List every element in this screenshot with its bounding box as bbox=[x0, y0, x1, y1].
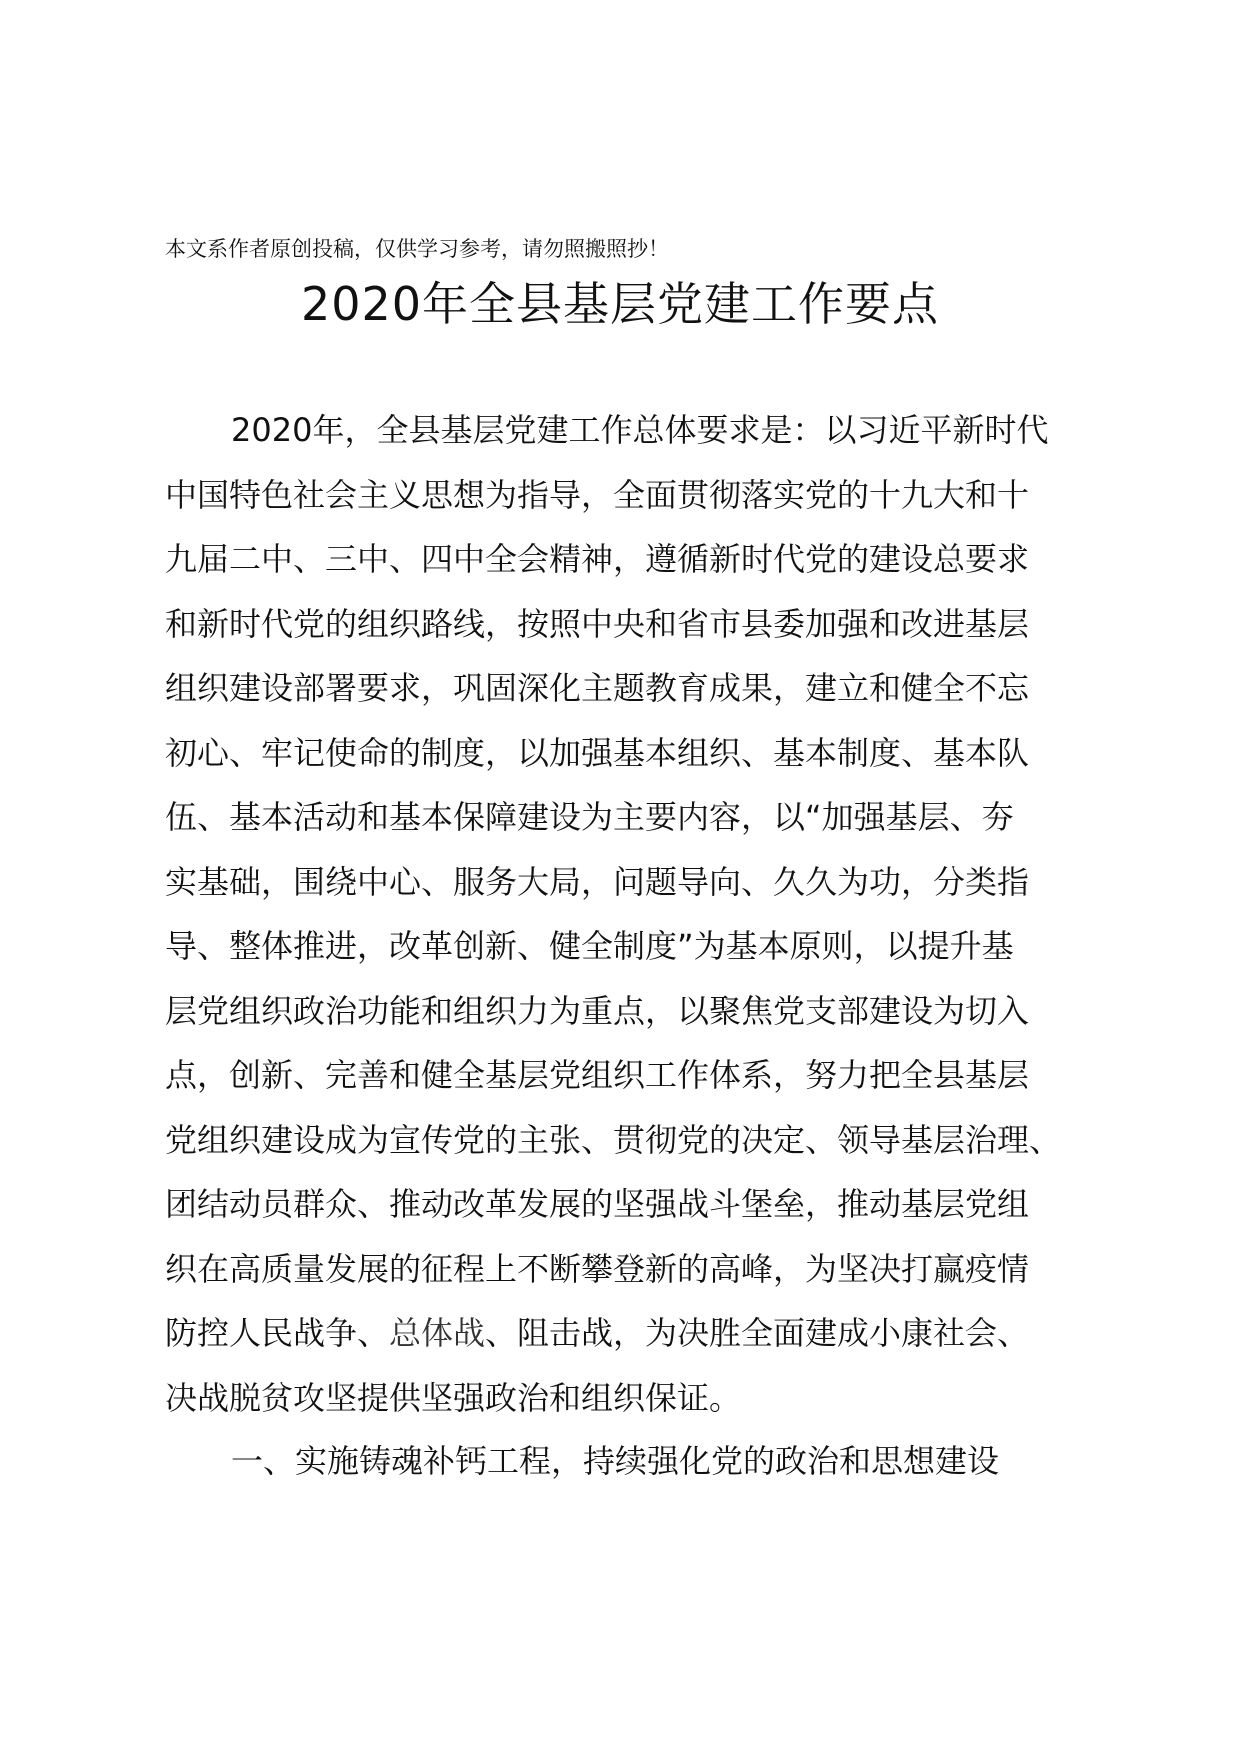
intro-paragraph bbox=[165, 398, 1125, 1430]
paragraph-line: 党组织建设成为宣传党的主张、贯彻党的决定、领导基层治理、 bbox=[165, 1120, 1062, 1159]
paragraph-line: 导、整体推进，改革创新、健全制度”为基本原则，以提升基 bbox=[165, 927, 1014, 965]
paragraph-line: 组织建设部署要求，巩固深化主题教育成果，建立和健全不忘 bbox=[165, 669, 1030, 707]
paragraph-line bbox=[165, 1301, 1125, 1366]
line-segment: 防控人民战争、 bbox=[165, 1314, 390, 1352]
paragraph-line: 点，创新、完善和健全基层党组织工作体系，努力把全县基层 bbox=[165, 1056, 1030, 1094]
copyright-notice: 本文系作者原创投稿，仅供学习参考，请勿照搬照抄！ bbox=[165, 237, 669, 261]
paragraph-line: 伍、基本活动和基本保障建设为主要内容，以“加强基层、夯 bbox=[165, 798, 1014, 836]
paragraph-line: 实基础，围绕中心、服务大局，问题导向、久久为功，分类指 bbox=[165, 862, 1030, 901]
page-title: 2020年全县基层党建工作要点 bbox=[300, 277, 940, 331]
paragraph-line: 织在高质量发展的征程上不断攀登新的高峰，为坚决打赢疫情 bbox=[165, 1249, 1030, 1288]
paragraph-line: 和新时代党的组织路线，按照中央和省市县委加强和改进基层 bbox=[165, 604, 1030, 643]
paragraph-line: 中国特色社会主义思想为指导，全面贯彻落实党的十九大和十 bbox=[165, 475, 1030, 514]
section-heading: 一、实施铸魂补钙工程，持续强化党的政治和思想建设 bbox=[231, 1442, 1000, 1480]
paragraph-line: 决战脱贫攻坚提供坚强政治和组织保证。 bbox=[165, 1378, 742, 1417]
highlight-word: 总体战 bbox=[389, 1314, 486, 1352]
paragraph-line: 层党组织政治功能和组织力为重点，以聚焦党支部建设为切入 bbox=[165, 991, 1030, 1030]
paragraph-line: 九届二中、三中、四中全会精神，遵循新时代党的建设总要求 bbox=[165, 540, 1030, 578]
paragraph-line: 2020年，全县基层党建工作总体要求是：以习近平新时代 bbox=[231, 411, 1049, 449]
paragraph-line: 初心、牢记使命的制度，以加强基本组织、基本制度、基本队 bbox=[165, 733, 1030, 772]
paragraph-line: 团结动员群众、推动改革发展的坚强战斗堡垒，推动基层党组 bbox=[165, 1185, 1030, 1223]
line-segment: 、阻击战，为决胜全面建成小康社会、 bbox=[485, 1314, 1030, 1352]
